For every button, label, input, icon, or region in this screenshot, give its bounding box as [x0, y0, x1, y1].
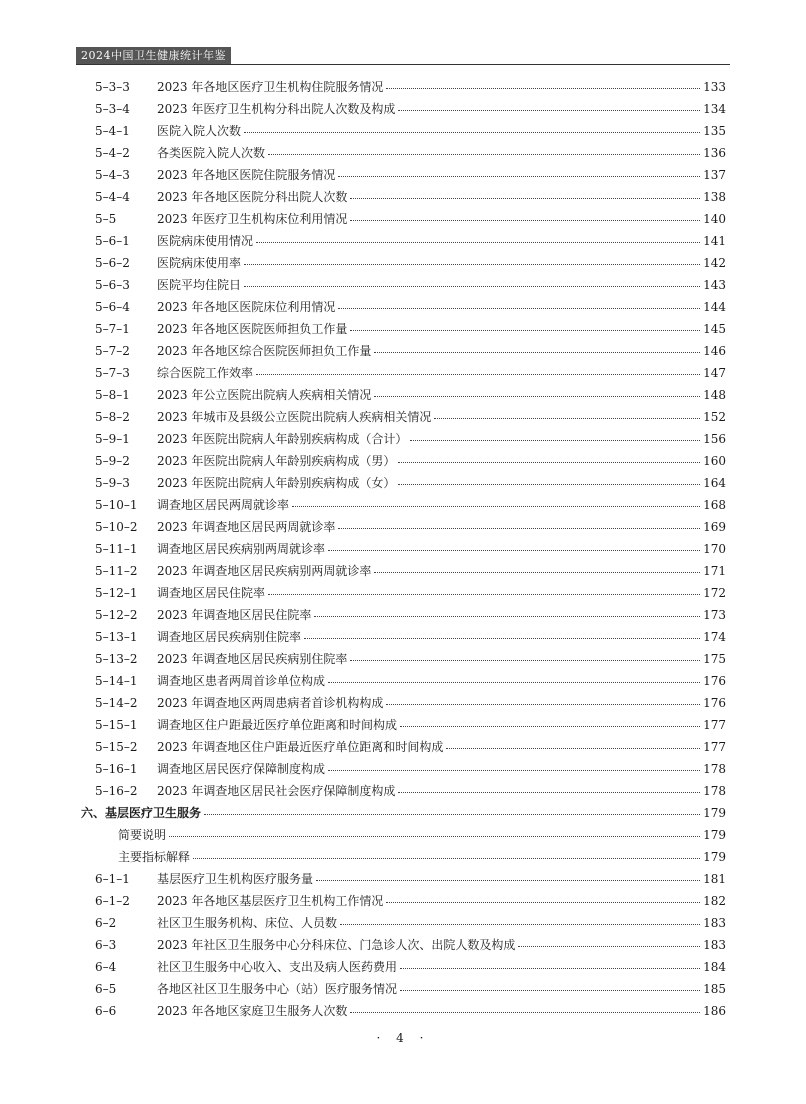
toc-entry-number: 5–12–2 — [95, 608, 138, 622]
toc-title-line — [157, 164, 726, 186]
toc-entry[interactable] — [0, 120, 806, 142]
toc-entry-number: 5–10–1 — [95, 498, 138, 512]
toc-page-number: 170 — [703, 542, 726, 556]
dot-leader — [398, 102, 700, 111]
dot-leader — [446, 740, 700, 749]
toc-entry-number: 5–6–4 — [95, 300, 130, 314]
toc-page-number: 176 — [703, 674, 726, 688]
toc-entry[interactable] — [0, 252, 806, 274]
toc-title-line — [118, 824, 726, 846]
dot-leader — [328, 762, 700, 771]
toc-page-number: 183 — [703, 938, 726, 952]
toc-title-line — [157, 978, 726, 1000]
toc-entry-title: 医院平均住院日 — [157, 278, 242, 292]
toc-page-number: 142 — [703, 256, 726, 270]
toc-entry-title: 2023 年调查地区住户距最近医疗单位距离和时间构成 — [157, 740, 444, 754]
toc-entry[interactable] — [0, 714, 806, 736]
toc-entry-title: 医院入院人次数 — [157, 124, 242, 138]
toc-entry-number: 6–6 — [95, 1004, 117, 1018]
toc-entry[interactable] — [0, 692, 806, 714]
toc-entry-title: 各地区社区卫生服务中心（站）医疗服务情况 — [157, 982, 398, 996]
toc-entry-title: 2023 年医院出院病人年龄别疾病构成（女） — [157, 476, 396, 490]
dot-leader — [374, 564, 700, 573]
dot-leader — [350, 322, 700, 331]
toc-title-line — [157, 714, 726, 736]
toc-page-number: 140 — [703, 212, 726, 226]
toc-page-number: 178 — [703, 762, 726, 776]
toc-entry-number: 5–12–1 — [95, 586, 138, 600]
toc-entry-title: 2023 年社区卫生服务中心分科床位、门急诊人次、出院人数及构成 — [157, 938, 516, 952]
toc-entry-number: 5–6–3 — [95, 278, 130, 292]
toc-entry-number: 5–7–3 — [95, 366, 130, 380]
toc-entry-number: 5–14–2 — [95, 696, 138, 710]
toc-entry[interactable] — [0, 230, 806, 252]
dot-leader — [386, 80, 700, 89]
toc-entry-title: 调查地区患者两周首诊单位构成 — [157, 674, 326, 688]
toc-page-number: 133 — [703, 80, 726, 94]
toc-entry-number: 6–3 — [95, 938, 117, 952]
dot-leader — [400, 982, 700, 991]
dot-leader — [328, 542, 700, 551]
toc-entry-number: 5–9–2 — [95, 454, 130, 468]
dot-leader — [256, 366, 700, 375]
toc-entry-number: 6–2 — [95, 916, 117, 930]
toc-page-number: 173 — [703, 608, 726, 622]
toc-entry[interactable] — [0, 76, 806, 98]
toc-title-line — [157, 120, 726, 142]
toc-entry-number: 5–6–1 — [95, 234, 130, 248]
dot-leader — [398, 476, 700, 485]
toc-title-line — [157, 560, 726, 582]
toc-title-line — [157, 912, 726, 934]
dot-leader — [350, 1004, 700, 1013]
toc-entry[interactable] — [0, 648, 806, 670]
toc-entry-number: 5–14–1 — [95, 674, 138, 688]
toc-entry-number: 5–5 — [95, 212, 117, 226]
toc-title-line — [157, 384, 726, 406]
toc-entry-title: 2023 年各地区医疗卫生机构住院服务情况 — [157, 80, 384, 94]
toc-title-line — [157, 406, 726, 428]
toc-entry-title: 简要说明 — [118, 828, 167, 842]
toc-entry[interactable] — [0, 406, 806, 428]
toc-entry-title: 主要指标解释 — [118, 850, 191, 864]
toc-entry[interactable] — [0, 912, 806, 934]
toc-entry-number: 5–7–1 — [95, 322, 130, 336]
toc-entry[interactable] — [0, 626, 806, 648]
toc-entry-title: 调查地区居民疾病别两周就诊率 — [157, 542, 326, 556]
toc-entry-title: 调查地区居民疾病别住院率 — [157, 630, 302, 644]
dot-leader — [244, 124, 700, 133]
dot-leader — [268, 586, 700, 595]
toc-entry-title: 调查地区住户距最近医疗单位距离和时间构成 — [157, 718, 398, 732]
toc-entry-title: 2023 年医疗卫生机构分科出院人次数及构成 — [157, 102, 396, 116]
toc-page-number: 172 — [703, 586, 726, 600]
toc-entry-number: 5–16–1 — [95, 762, 138, 776]
toc-title-line — [157, 186, 726, 208]
toc-title-line — [157, 736, 726, 758]
toc-entry-number: 5–8–1 — [95, 388, 130, 402]
toc-entry-title: 2023 年调查地区居民两周就诊率 — [157, 520, 336, 534]
toc-entry-title: 2023 年各地区医院分科出院人次数 — [157, 190, 348, 204]
toc-entry[interactable] — [0, 340, 806, 362]
toc-entry-number: 5–11–1 — [95, 542, 138, 556]
toc-page-number: 144 — [703, 300, 726, 314]
toc-entry[interactable] — [0, 274, 806, 296]
toc-entry[interactable] — [0, 142, 806, 164]
toc-title-line — [81, 802, 726, 824]
toc-section-heading[interactable] — [0, 802, 806, 824]
toc-page-number: 141 — [703, 234, 726, 248]
toc-page-number: 179 — [703, 850, 726, 864]
toc-page-number: 177 — [703, 718, 726, 732]
toc-entry-title: 2023 年医院出院病人年龄别疾病构成（合计） — [157, 432, 408, 446]
toc-page-number: 146 — [703, 344, 726, 358]
toc-entry[interactable] — [0, 604, 806, 626]
toc-entry-title: 社区卫生服务机构、床位、人员数 — [157, 916, 338, 930]
toc-title-line — [157, 362, 726, 384]
dot-leader — [193, 850, 700, 859]
toc-title-line — [157, 296, 726, 318]
toc-entry-number: 5–3–3 — [95, 80, 130, 94]
dot-leader — [292, 498, 700, 507]
toc-page-number: 186 — [703, 1004, 726, 1018]
toc-entry-title: 2023 年医院出院病人年龄别疾病构成（男） — [157, 454, 396, 468]
toc-subheading[interactable] — [0, 846, 806, 868]
dot-leader — [398, 454, 700, 463]
toc-page-number: 137 — [703, 168, 726, 182]
toc-title-line — [157, 208, 726, 230]
toc-page-number: 138 — [703, 190, 726, 204]
dot-leader — [410, 432, 700, 441]
toc-page-number: 147 — [703, 366, 726, 380]
toc-entry[interactable] — [0, 560, 806, 582]
toc-page-number: 185 — [703, 982, 726, 996]
toc-entry[interactable] — [0, 98, 806, 120]
dot-leader — [268, 146, 700, 155]
toc-entry[interactable] — [0, 296, 806, 318]
dot-leader — [169, 828, 700, 837]
toc-page-number: 178 — [703, 784, 726, 798]
dot-leader — [314, 608, 700, 617]
toc-entry-title: 六、基层医疗卫生服务 — [81, 806, 202, 820]
toc-title-line — [157, 956, 726, 978]
table-of-contents — [0, 76, 806, 1022]
toc-entry-title: 医院病床使用率 — [157, 256, 242, 270]
toc-title-line — [157, 450, 726, 472]
toc-page-number: 160 — [703, 454, 726, 468]
toc-entry[interactable] — [0, 428, 806, 450]
toc-entry[interactable] — [0, 1000, 806, 1022]
toc-page-number: 174 — [703, 630, 726, 644]
toc-entry-number: 5–11–2 — [95, 564, 138, 578]
toc-page-number: 179 — [703, 828, 726, 842]
toc-entry-title: 2023 年各地区医院住院服务情况 — [157, 168, 336, 182]
toc-page-number: 164 — [703, 476, 726, 490]
toc-entry[interactable] — [0, 736, 806, 758]
toc-entry-number: 6–1–1 — [95, 872, 130, 886]
toc-title-line — [157, 890, 726, 912]
toc-entry[interactable] — [0, 934, 806, 956]
toc-title-line — [157, 274, 726, 296]
toc-entry-title: 2023 年调查地区两周患病者首诊机构构成 — [157, 696, 384, 710]
toc-page-number: 176 — [703, 696, 726, 710]
toc-page-number: 143 — [703, 278, 726, 292]
toc-title-line — [157, 494, 726, 516]
toc-entry-title: 调查地区居民两周就诊率 — [157, 498, 290, 512]
toc-entry[interactable] — [0, 384, 806, 406]
dot-leader — [338, 300, 700, 309]
toc-entry-title: 基层医疗卫生机构医疗服务量 — [157, 872, 314, 886]
dot-leader — [518, 938, 700, 947]
toc-title-line — [157, 76, 726, 98]
toc-title-line — [157, 516, 726, 538]
toc-entry-number: 5–10–2 — [95, 520, 138, 534]
toc-entry[interactable] — [0, 450, 806, 472]
toc-entry-number: 6–1–2 — [95, 894, 130, 908]
toc-title-line — [157, 428, 726, 450]
toc-title-line — [157, 142, 726, 164]
toc-page-number: 148 — [703, 388, 726, 402]
toc-title-line — [157, 230, 726, 252]
toc-entry[interactable] — [0, 538, 806, 560]
toc-entry-title: 2023 年调查地区居民住院率 — [157, 608, 312, 622]
toc-title-line — [157, 1000, 726, 1022]
toc-entry[interactable] — [0, 208, 806, 230]
toc-entry-title: 社区卫生服务中心收入、支出及病人医药费用 — [157, 960, 398, 974]
toc-entry-title: 2023 年公立医院出院病人疾病相关情况 — [157, 388, 372, 402]
toc-page-number: 177 — [703, 740, 726, 754]
toc-subheading[interactable] — [0, 824, 806, 846]
toc-title-line — [157, 252, 726, 274]
toc-title-line — [157, 582, 726, 604]
toc-page-number: 136 — [703, 146, 726, 160]
toc-entry-title: 2023 年城市及县级公立医院出院病人疾病相关情况 — [157, 410, 432, 424]
toc-entry-title: 医院病床使用情况 — [157, 234, 254, 248]
toc-entry[interactable] — [0, 582, 806, 604]
toc-entry-title: 各类医院入院人次数 — [157, 146, 266, 160]
toc-entry-number: 5–3–4 — [95, 102, 130, 116]
toc-entry-number: 5–4–2 — [95, 146, 130, 160]
toc-entry[interactable] — [0, 362, 806, 384]
toc-entry-number: 5–16–2 — [95, 784, 138, 798]
toc-entry-title: 2023 年各地区家庭卫生服务人次数 — [157, 1004, 348, 1018]
toc-entry-title: 2023 年各地区医院床位利用情况 — [157, 300, 336, 314]
toc-title-line — [157, 934, 726, 956]
toc-entry[interactable] — [0, 164, 806, 186]
toc-title-line — [157, 648, 726, 670]
toc-entry-title: 综合医院工作效率 — [157, 366, 254, 380]
toc-entry-number: 5–8–2 — [95, 410, 130, 424]
dot-leader — [340, 916, 700, 925]
toc-entry[interactable] — [0, 516, 806, 538]
toc-page-number: 184 — [703, 960, 726, 974]
dot-leader — [398, 784, 700, 793]
dot-leader — [316, 872, 700, 881]
dot-leader — [304, 630, 700, 639]
dot-leader — [338, 520, 700, 529]
dot-leader — [244, 256, 700, 265]
running-header: 2024中国卫生健康统计年鉴 — [76, 47, 231, 64]
toc-entry[interactable] — [0, 868, 806, 890]
dot-leader — [374, 344, 700, 353]
toc-page-number: 169 — [703, 520, 726, 534]
toc-entry[interactable] — [0, 780, 806, 802]
toc-entry[interactable] — [0, 956, 806, 978]
toc-title-line — [157, 670, 726, 692]
toc-title-line — [157, 692, 726, 714]
toc-entry-number: 6–4 — [95, 960, 117, 974]
toc-entry-title: 2023 年调查地区居民社会医疗保障制度构成 — [157, 784, 396, 798]
toc-entry-title: 调查地区居民住院率 — [157, 586, 266, 600]
dot-leader — [338, 168, 700, 177]
toc-entry-title: 2023 年各地区医院医师担负工作量 — [157, 322, 348, 336]
toc-entry[interactable] — [0, 758, 806, 780]
toc-entry-number: 5–6–2 — [95, 256, 130, 270]
toc-page-number: 152 — [703, 410, 726, 424]
toc-entry-number: 6–5 — [95, 982, 117, 996]
toc-entry-title: 2023 年医疗卫生机构床位利用情况 — [157, 212, 348, 226]
toc-title-line — [118, 846, 726, 868]
toc-entry-number: 5–4–3 — [95, 168, 130, 182]
toc-title-line — [157, 538, 726, 560]
toc-entry-title: 2023 年调查地区居民疾病别住院率 — [157, 652, 348, 666]
toc-entry[interactable] — [0, 494, 806, 516]
toc-page-number: 145 — [703, 322, 726, 336]
toc-page-number: 171 — [703, 564, 726, 578]
dot-leader — [328, 674, 700, 683]
toc-entry-number: 5–15–1 — [95, 718, 138, 732]
dot-leader — [386, 894, 700, 903]
toc-entry-title: 2023 年调查地区居民疾病别两周就诊率 — [157, 564, 372, 578]
toc-page-number: 134 — [703, 102, 726, 116]
toc-entry-number: 5–9–1 — [95, 432, 130, 446]
toc-title-line — [157, 780, 726, 802]
toc-title-line — [157, 318, 726, 340]
toc-page-number: 179 — [703, 806, 726, 820]
toc-page-number: 182 — [703, 894, 726, 908]
toc-entry[interactable] — [0, 890, 806, 912]
toc-title-line — [157, 626, 726, 648]
toc-entry-number: 5–7–2 — [95, 344, 130, 358]
toc-entry-number: 5–13–2 — [95, 652, 138, 666]
toc-entry-number: 5–13–1 — [95, 630, 138, 644]
toc-entry[interactable] — [0, 670, 806, 692]
toc-entry[interactable] — [0, 318, 806, 340]
toc-page-number: 135 — [703, 124, 726, 138]
page-number: · 4 · — [376, 1031, 430, 1045]
toc-entry[interactable] — [0, 472, 806, 494]
toc-entry-number: 5–15–2 — [95, 740, 138, 754]
toc-page-number: 156 — [703, 432, 726, 446]
dot-leader — [400, 718, 700, 727]
toc-title-line — [157, 98, 726, 120]
dot-leader — [350, 652, 700, 661]
toc-entry[interactable] — [0, 978, 806, 1000]
dot-leader — [400, 960, 700, 969]
toc-title-line — [157, 868, 726, 890]
toc-entry-number: 5–9–3 — [95, 476, 130, 490]
toc-title-line — [157, 604, 726, 626]
toc-entry-title: 调查地区居民医疗保障制度构成 — [157, 762, 326, 776]
toc-entry-title: 2023 年各地区基层医疗卫生机构工作情况 — [157, 894, 384, 908]
dot-leader — [434, 410, 700, 419]
toc-page-number: 175 — [703, 652, 726, 666]
dot-leader — [244, 278, 700, 287]
dot-leader — [256, 234, 700, 243]
toc-page-number: 183 — [703, 916, 726, 930]
toc-entry[interactable] — [0, 186, 806, 208]
dot-leader — [204, 806, 700, 815]
toc-entry-number: 5–4–4 — [95, 190, 130, 204]
toc-page-number: 181 — [703, 872, 726, 886]
dot-leader — [374, 388, 700, 397]
toc-title-line — [157, 340, 726, 362]
header-divider — [76, 64, 730, 65]
dot-leader — [350, 212, 700, 221]
toc-title-line — [157, 472, 726, 494]
dot-leader — [386, 696, 700, 705]
toc-entry-title: 2023 年各地区综合医院医师担负工作量 — [157, 344, 372, 358]
toc-entry-number: 5–4–1 — [95, 124, 130, 138]
toc-title-line — [157, 758, 726, 780]
dot-leader — [350, 190, 700, 199]
toc-page-number: 168 — [703, 498, 726, 512]
